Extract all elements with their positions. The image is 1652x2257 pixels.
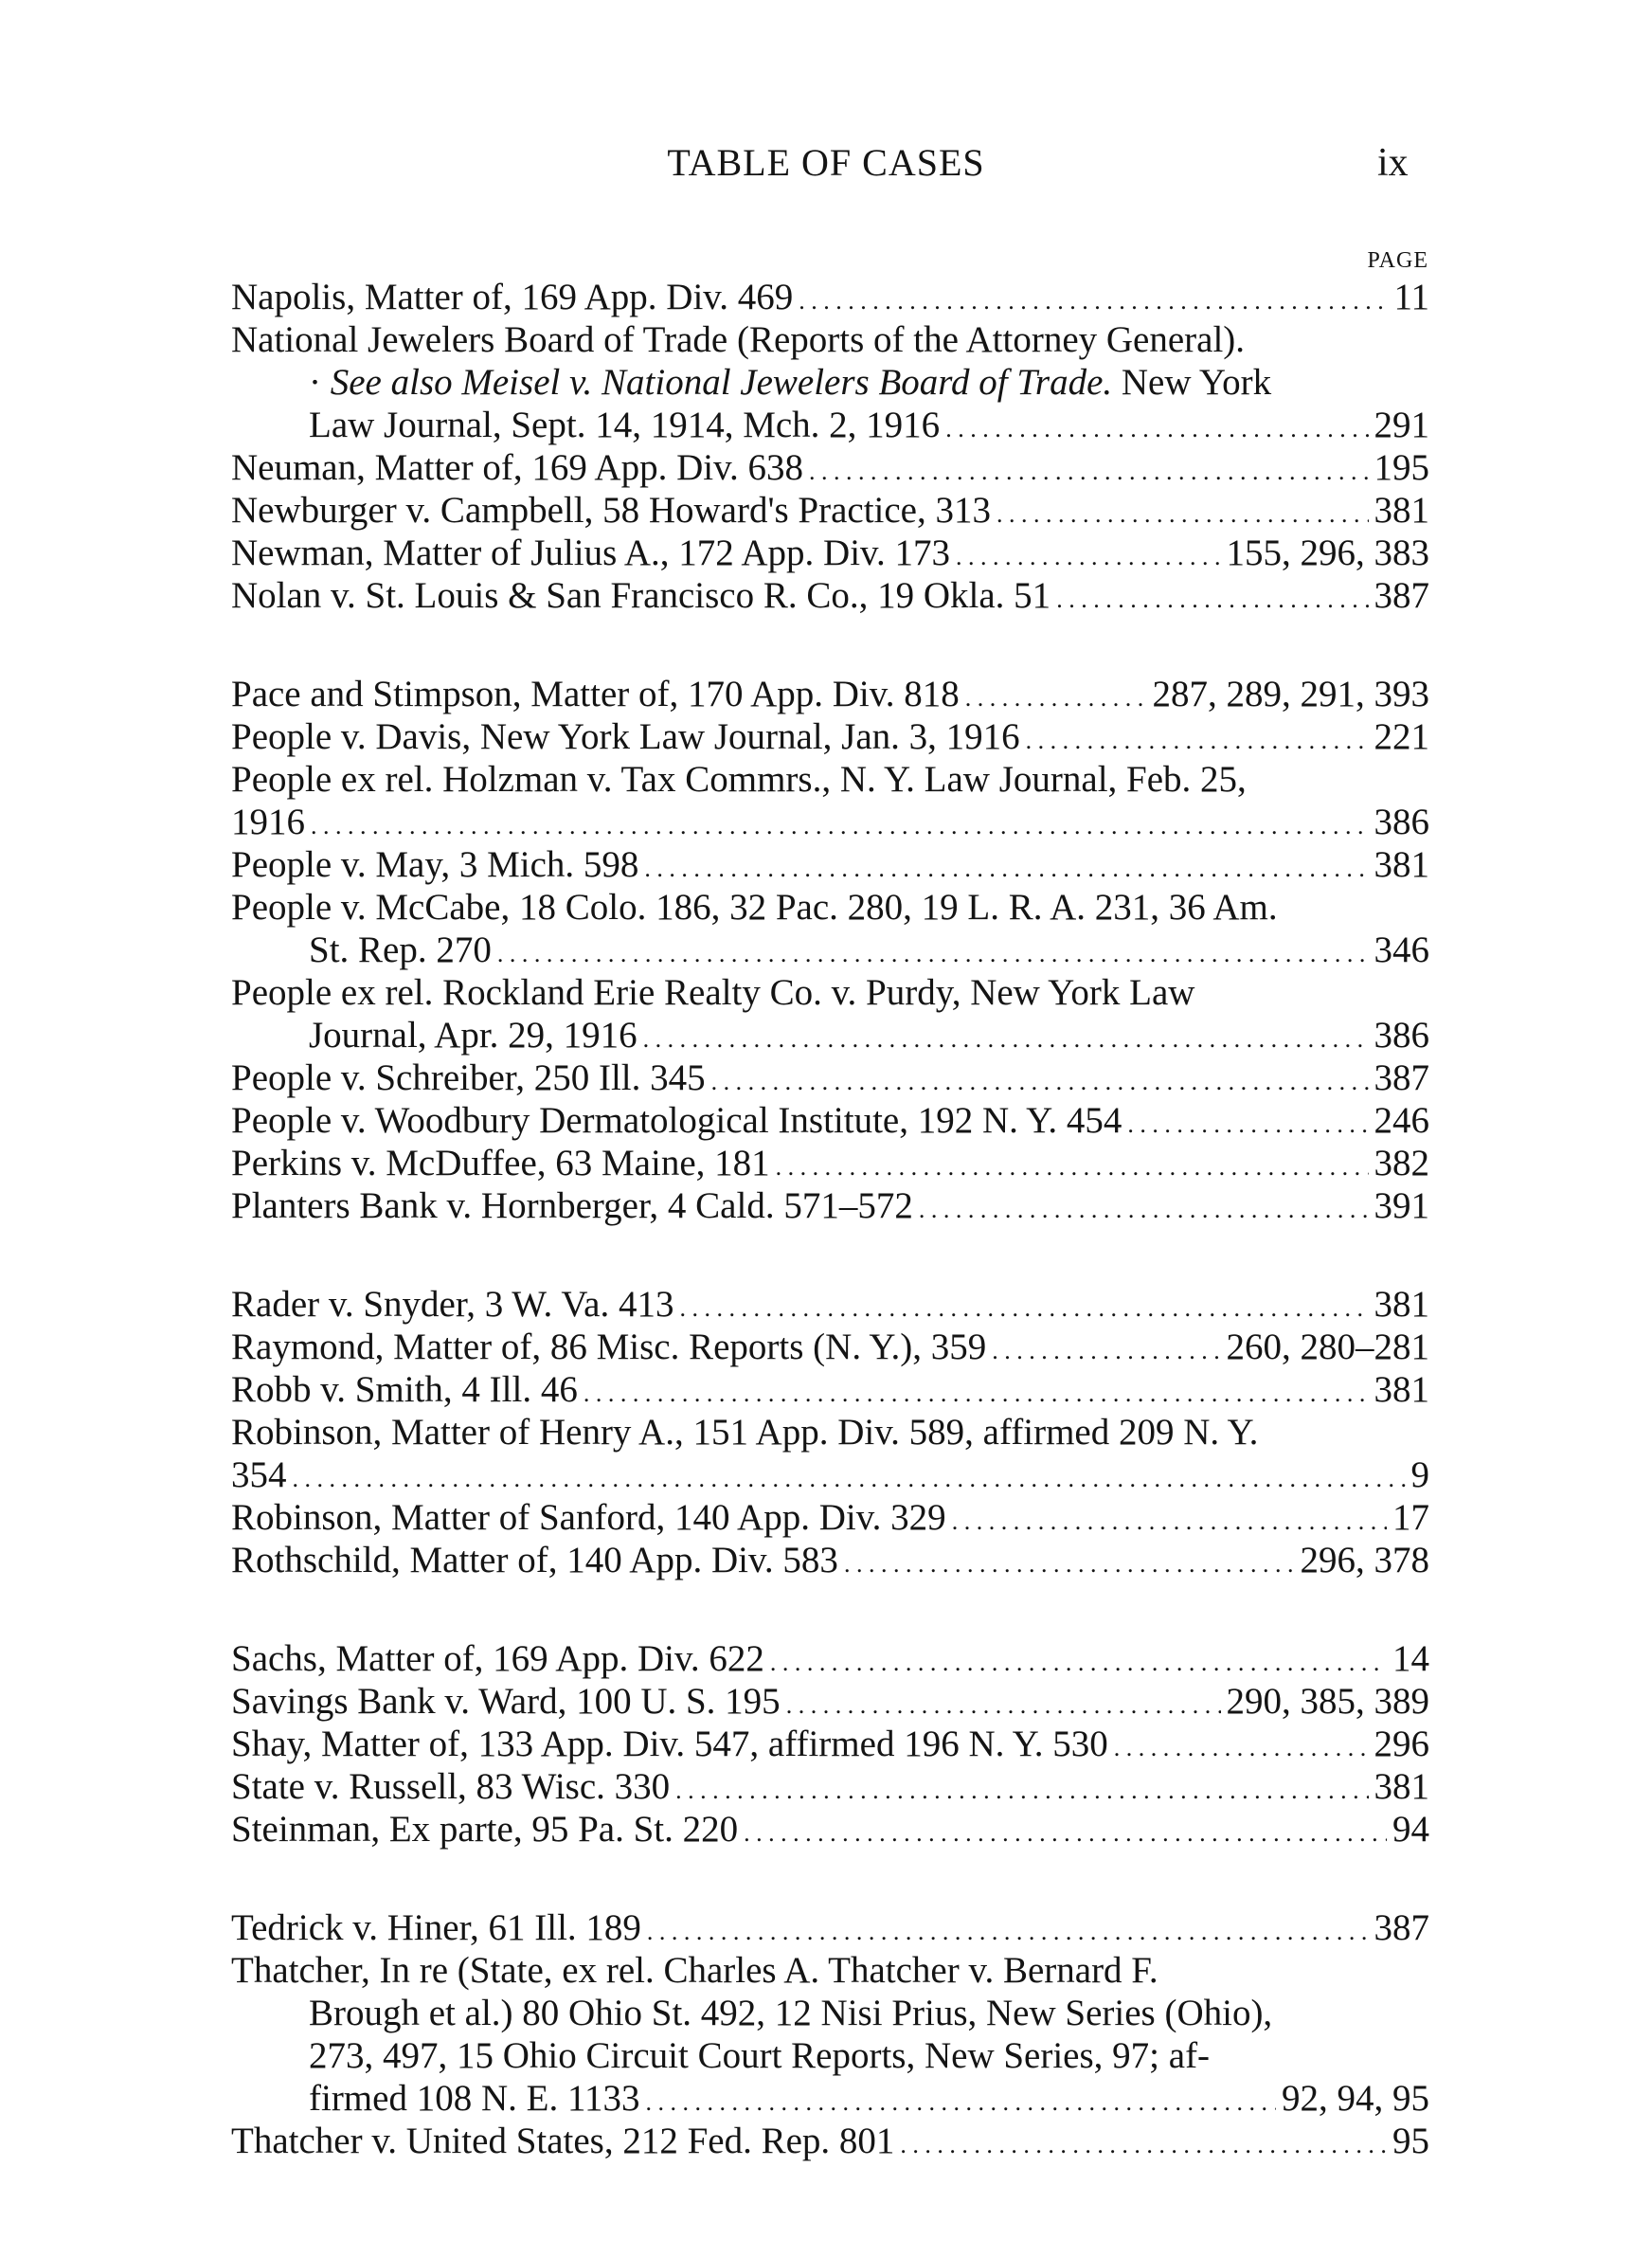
dot-leader [997, 489, 1369, 532]
dot-leader [293, 1454, 1406, 1496]
case-entry [231, 886, 1429, 971]
case-citation: People v. May, 3 Mich. 598 [231, 844, 639, 885]
case-line [231, 929, 1429, 971]
case-page-ref: 94 [1392, 1809, 1429, 1850]
case-page-ref: 296 [1374, 1724, 1429, 1764]
case-citation: Newman, Matter of Julius A., 172 App. Div. 173 [231, 533, 950, 573]
dot-leader [1127, 1099, 1368, 1142]
case-page-ref: 346 [1374, 930, 1429, 970]
case-entry [231, 758, 1429, 843]
case-citation: 354 [231, 1454, 287, 1495]
case-line [231, 1808, 1429, 1851]
case-group-n [231, 276, 1429, 617]
case-entry [231, 1056, 1429, 1099]
case-line [231, 1326, 1429, 1368]
case-entry [231, 1680, 1429, 1723]
case-entry [231, 276, 1429, 318]
dot-leader [992, 1326, 1220, 1368]
case-line [231, 276, 1429, 318]
case-citation: Savings Bank v. Ward, 100 U. S. 195 [231, 1681, 781, 1722]
case-line [231, 1496, 1429, 1539]
case-entry [231, 1808, 1429, 1851]
dot-leader [644, 843, 1368, 886]
case-citation: · See also Meisel v. National Jewelers Board of Trade. New York [309, 362, 1272, 403]
case-entry [231, 532, 1429, 574]
case-page-ref: 381 [1374, 490, 1429, 531]
case-entry [231, 1142, 1429, 1184]
case-line [231, 1680, 1429, 1723]
case-entry [231, 1906, 1429, 1949]
case-page-ref: 296, 378 [1300, 1540, 1429, 1580]
case-page-ref: 391 [1374, 1185, 1429, 1226]
case-citation: People ex rel. Holzman v. Tax Commrs., N. Y. Law Journal, Feb. 25, [231, 759, 1247, 800]
case-citation: Journal, Apr. 29, 1916 [309, 1015, 637, 1056]
case-citation: Planters Bank v. Hornberger, 4 Cald. 571–572 [231, 1185, 913, 1226]
case-citation: People ex rel. Rockland Erie Realty Co. v. Purdy, New York Law [231, 972, 1195, 1013]
dot-leader [497, 929, 1369, 971]
case-citation-text: New York [1112, 362, 1272, 403]
case-entry [231, 574, 1429, 617]
case-line [231, 1539, 1429, 1581]
case-page-ref: 246 [1374, 1100, 1429, 1141]
case-citation: Law Journal, Sept. 14, 1914, Mch. 2, 1916 [309, 405, 941, 445]
case-entry [231, 1368, 1429, 1411]
case-entry [231, 1099, 1429, 1142]
dot-leader [711, 1056, 1369, 1099]
case-citation: Nolan v. St. Louis & San Francisco R. Co., 19 Okla. 51 [231, 575, 1051, 616]
case-page-ref: 387 [1374, 1907, 1429, 1948]
dot-leader [770, 1637, 1387, 1680]
case-entry [231, 715, 1429, 758]
see-also-reference: See also Meisel v. National Jewelers Board of Trade. [330, 362, 1113, 403]
case-entry [231, 1723, 1429, 1765]
case-group-r [231, 1283, 1429, 1581]
case-citation: People v. McCabe, 18 Colo. 186, 32 Pac. 280, 19 L. R. A. 231, 36 Am. [231, 887, 1278, 928]
case-line [231, 1906, 1429, 1949]
case-page-ref: 386 [1374, 1015, 1429, 1056]
case-line [231, 1637, 1429, 1680]
case-page-ref: 17 [1392, 1497, 1429, 1538]
case-line [231, 1454, 1429, 1496]
page-number: ix [1377, 141, 1409, 185]
dot-leader [647, 1906, 1369, 1949]
case-page-ref: 287, 289, 291, 393 [1152, 674, 1429, 714]
case-page-ref: 195 [1374, 447, 1429, 488]
case-citation: People v. Schreiber, 250 Ill. 345 [231, 1057, 706, 1098]
case-line [231, 715, 1429, 758]
case-page-ref: 95 [1392, 2121, 1429, 2161]
case-line [231, 446, 1429, 489]
case-page-ref: 260, 280–281 [1226, 1327, 1429, 1367]
case-line [231, 1992, 1429, 2034]
case-entry [231, 446, 1429, 489]
case-line [231, 886, 1429, 929]
case-citation: Sachs, Matter of, 169 App. Div. 622 [231, 1638, 764, 1679]
case-line [231, 489, 1429, 532]
case-citation: Steinman, Ex parte, 95 Pa. St. 220 [231, 1809, 739, 1850]
dot-leader [965, 673, 1147, 715]
case-entry [231, 318, 1429, 446]
case-line [231, 1283, 1429, 1326]
case-group-t [231, 1906, 1429, 2162]
case-citation: Neuman, Matter of, 169 App. Div. 638 [231, 447, 804, 488]
case-line [231, 673, 1429, 715]
case-entry [231, 843, 1429, 886]
case-citation: Tedrick v. Hiner, 61 Ill. 189 [231, 1907, 641, 1948]
case-citation: Brough et al.) 80 Ohio St. 492, 12 Nisi Prius, New Series (Ohio), [309, 1993, 1273, 2033]
case-page-ref: 387 [1374, 1057, 1429, 1098]
case-entry [231, 1326, 1429, 1368]
dot-leader [584, 1368, 1369, 1411]
dot-leader [776, 1142, 1369, 1184]
case-citation: Robinson, Matter of Sanford, 140 App. Div. 329 [231, 1497, 946, 1538]
case-citation: Perkins v. McDuffee, 63 Maine, 181 [231, 1143, 770, 1183]
dot-leader [900, 2120, 1387, 2162]
dot-leader [1026, 715, 1369, 758]
dot-leader [1056, 574, 1368, 617]
case-page-ref: 291 [1374, 405, 1429, 445]
case-citation: State v. Russell, 83 Wisc. 330 [231, 1766, 671, 1807]
dot-leader [643, 1014, 1369, 1056]
case-line [231, 1014, 1429, 1056]
case-page-ref: 92, 94, 95 [1282, 2078, 1429, 2119]
dot-leader [311, 801, 1369, 843]
case-line [231, 1142, 1429, 1184]
case-line [231, 1949, 1429, 1992]
case-page-ref: 11 [1393, 277, 1429, 317]
case-line [231, 843, 1429, 886]
case-entry [231, 1411, 1429, 1496]
case-citation: 273, 497, 15 Ohio Circuit Court Reports, New Series, 97; af- [309, 2035, 1211, 2076]
case-page-ref: 381 [1374, 844, 1429, 885]
case-entry [231, 971, 1429, 1056]
case-entry [231, 1539, 1429, 1581]
case-citation: Shay, Matter of, 133 App. Div. 547, affirmed 196 N. Y. 530 [231, 1724, 1108, 1764]
dot-leader [675, 1765, 1368, 1808]
case-entry [231, 1283, 1429, 1326]
case-entry [231, 1184, 1429, 1227]
case-citation: Pace and Stimpson, Matter of, 170 App. Div. 818 [231, 674, 960, 714]
case-line [231, 2120, 1429, 2162]
case-citation: Thatcher, In re (State, ex rel. Charles A. Thatcher v. Bernard F. [231, 1950, 1158, 1991]
page-column-label: PAGE [1367, 248, 1428, 273]
case-citation: Rader v. Snyder, 3 W. Va. 413 [231, 1284, 674, 1325]
dot-leader [646, 2077, 1277, 2120]
case-entry [231, 1496, 1429, 1539]
dot-leader [680, 1283, 1369, 1326]
case-line [231, 361, 1429, 404]
case-entry [231, 1949, 1429, 2120]
case-line [231, 2034, 1429, 2077]
case-entry [231, 673, 1429, 715]
case-group-s [231, 1637, 1429, 1851]
case-line [231, 532, 1429, 574]
case-line [231, 1368, 1429, 1411]
case-group-p [231, 673, 1429, 1227]
case-page-ref: 381 [1374, 1284, 1429, 1325]
case-citation: Raymond, Matter of, 86 Misc. Reports (N. Y.), 359 [231, 1327, 987, 1367]
case-line [231, 971, 1429, 1014]
dot-leader [919, 1184, 1369, 1227]
case-page-ref: 381 [1374, 1766, 1429, 1807]
case-citation: firmed 108 N. E. 1133 [309, 2078, 640, 2119]
table-of-cases [231, 276, 1429, 2162]
case-citation: People v. Woodbury Dermatological Institute, 192 N. Y. 454 [231, 1100, 1122, 1141]
case-citation: Rothschild, Matter of, 140 App. Div. 583 [231, 1540, 838, 1580]
case-citation: National Jewelers Board of Trade (Reports of the Attorney General). [231, 319, 1246, 360]
case-page-ref: 14 [1392, 1638, 1429, 1679]
case-entry [231, 1765, 1429, 1808]
running-title: TABLE OF CASES [667, 141, 985, 184]
case-page-ref: 290, 385, 389 [1226, 1681, 1429, 1722]
dot-leader [744, 1808, 1387, 1851]
dot-leader [844, 1539, 1295, 1581]
case-citation: 1916 [231, 802, 305, 842]
case-line [231, 574, 1429, 617]
case-line [231, 1765, 1429, 1808]
case-line [231, 1411, 1429, 1454]
case-entry [231, 489, 1429, 532]
dot-leader [952, 1496, 1387, 1539]
case-entry [231, 1637, 1429, 1680]
case-line [231, 758, 1429, 801]
dot-leader [1114, 1723, 1369, 1765]
case-citation: Thatcher v. United States, 212 Fed. Rep. 801 [231, 2121, 895, 2161]
case-citation: Napolis, Matter of, 169 App. Div. 469 [231, 277, 794, 317]
case-citation: St. Rep. 270 [309, 930, 492, 970]
case-line [231, 404, 1429, 446]
case-entry [231, 2120, 1429, 2162]
case-line [231, 1723, 1429, 1765]
dot-leader [809, 446, 1368, 489]
case-citation: Robb v. Smith, 4 Ill. 46 [231, 1369, 578, 1410]
case-citation: Robinson, Matter of Henry A., 151 App. Div. 589, affirmed 209 N. Y. [231, 1412, 1259, 1453]
case-page-ref: 381 [1374, 1369, 1429, 1410]
case-page-ref: 382 [1374, 1143, 1429, 1183]
case-page-ref: 221 [1374, 716, 1429, 757]
case-line [231, 1099, 1429, 1142]
case-page-ref: 387 [1374, 575, 1429, 616]
case-page-ref: 386 [1374, 802, 1429, 842]
case-citation: Newburger v. Campbell, 58 Howard's Practice, 313 [231, 490, 991, 531]
case-line [231, 1184, 1429, 1227]
case-citation: People v. Davis, New York Law Journal, Jan. 3, 1916 [231, 716, 1020, 757]
case-line [231, 1056, 1429, 1099]
dot-leader [956, 532, 1221, 574]
dot-leader [786, 1680, 1221, 1723]
case-line [231, 2077, 1429, 2120]
case-line [231, 801, 1429, 843]
case-page-ref: 155, 296, 383 [1226, 533, 1429, 573]
case-page-ref: 9 [1410, 1454, 1429, 1495]
page-header [0, 140, 1652, 197]
dot-leader [945, 404, 1368, 446]
case-line [231, 318, 1429, 361]
dot-leader [799, 276, 1388, 318]
